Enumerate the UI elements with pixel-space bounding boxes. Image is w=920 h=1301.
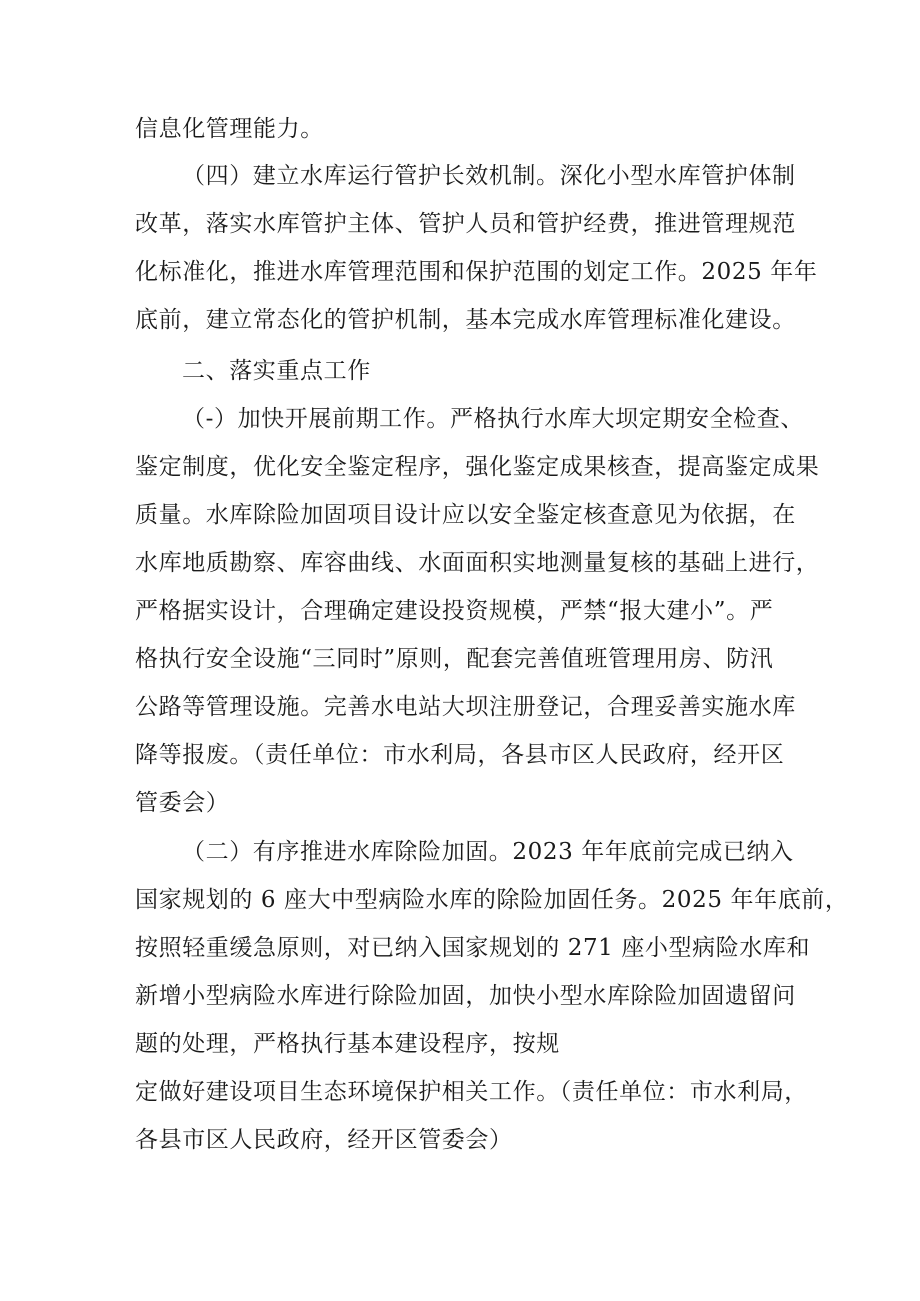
paragraph-line: 管委会） (135, 790, 230, 816)
paragraph-line: 定做好建设项目生态环境保护相关工作。（责任单位：市水利局， (135, 1079, 808, 1105)
section-heading-line: （四）建立水库运行管护长效机制。深化小型水库管护体制 (182, 163, 796, 189)
paragraph-line: 降等报废。（责任单位：市水利局，各县市区人民政府，经开区 (135, 742, 785, 768)
paragraph-line: 国家规划的 6 座大中型病险水库的除险加固任务。2025 年年底前， (135, 887, 849, 913)
paragraph-line: 水库地质勘察、库容曲线、水面面积实地测量复核的基础上进行， (135, 550, 820, 576)
paragraph-line: 底前，建立常态化的管护机制，基本完成水库管理标准化建设。 (135, 307, 796, 333)
paragraph-line: 质量。水库除险加固项目设计应以安全鉴定核查意见为依据，在 (135, 502, 796, 528)
paragraph-line: 题的处理，严格执行基本建设程序，按规 (135, 1031, 560, 1057)
paragraph-line: 化标准化，推进水库管理范围和保护范围的划定工作。2025 年年 (135, 259, 818, 285)
paragraph-line: 严格据实设计，合理确定建设投资规模，严禁“报大建小”。严 (135, 598, 774, 624)
paragraph-line: 鉴定制度，优化安全鉴定程序，强化鉴定成果核查，提高鉴定成果 (135, 454, 820, 480)
section-heading-line: （-）加快开展前期工作。严格执行水库大坝定期安全检查、 (182, 406, 804, 432)
section-heading-line: （二）有序推进水库除险加固。2023 年年底前完成已纳入 (182, 839, 794, 865)
paragraph-line: 按照轻重缓急原则，对已纳入国家规划的 271 座小型病险水库和 (135, 935, 811, 961)
paragraph-line: 各县市区人民政府，经开区管委会） (135, 1127, 513, 1153)
paragraph-line: 信息化管理能力。 (135, 116, 324, 142)
paragraph-line: 公路等管理设施。完善水电站大坝注册登记，合理妥善实施水库 (135, 694, 796, 720)
paragraph-line: 新增小型病险水库进行除险加固，加快小型水库除险加固遗留问 (135, 983, 796, 1009)
section-heading: 二、落实重点工作 (182, 358, 371, 384)
paragraph-line: 格执行安全设施“三同时”原则，配套完善值班管理用房、防汛 (135, 646, 774, 672)
paragraph-line: 改革，落实水库管护主体、管护人员和管护经费，推进管理规范 (135, 211, 796, 237)
